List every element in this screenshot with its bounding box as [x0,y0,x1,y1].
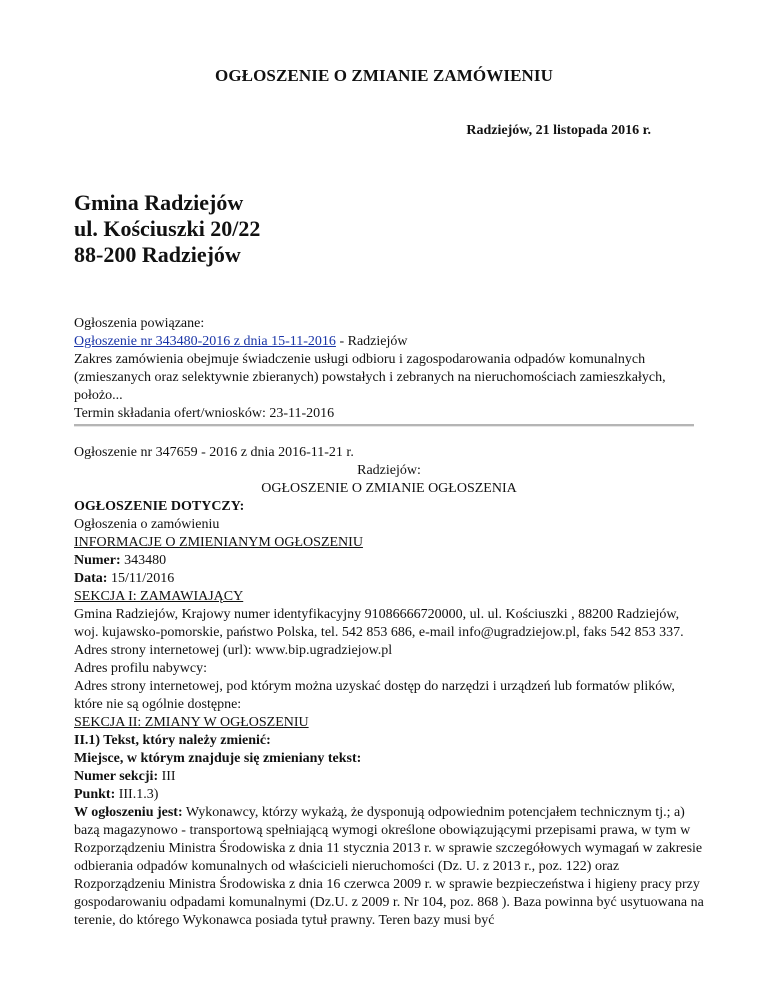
concerns-label: OGŁOSZENIE DOTYCZY: [74,499,245,514]
related-deadline: Termin składania ofert/wniosków: 23-11-2016 [74,406,335,421]
address-line-1: Gmina Radziejów [74,190,244,215]
related-notices [74,315,714,423]
page-title: OGŁOSZENIE O ZMIANIE ZAMÓWIENIU [215,66,553,85]
tools-address-line: Adres strony internetowej, pod którym można uzyskać dostęp do narzędzi i urządzeń lub formatów plików, które nie są ogólnie dostępne: [74,679,675,712]
section1-heading: SEKCJA I: ZAMAWIAJĄCY [74,589,244,604]
section2-heading: SEKCJA II: ZMIANY W OGŁOSZENIU [74,715,309,730]
info-heading: INFORMACJE O ZMIENIANYM OGŁOSZENIU [74,535,363,550]
change-heading: II.1) Tekst, który należy zmienić: [74,733,271,748]
concerns-value: Ogłoszenia o zamówieniu [74,517,220,532]
section1-text: Gmina Radziejów, Krajowy numer identyfikacyjny 91086666720000, ul. ul. Kościuszki , 88200 Radziejów, woj. kujawsko-pomorskie, państwo Polska, tel. 542 853 686, e-mail info@ugradziejow.pl, faks 542 853 337. [74,607,684,640]
numer-row [74,552,704,570]
dateline: Radziejów, 21 listopada 2016 r. [466,123,651,138]
in-notice-row [74,804,704,930]
section-no-value: III [158,769,176,784]
data-label: Data: [74,571,108,586]
notice-number-line: Ogłoszenie nr 347659 - 2016 z dnia 2016-11-21 r. [74,445,354,460]
related-item [74,333,714,351]
data-row [74,570,704,588]
related-link-suffix: - Radziejów [335,334,408,349]
numer-value: 343480 [120,553,167,568]
notice-body [74,444,704,930]
section-no-label: Numer sekcji: [74,769,159,784]
buyer-profile-line: Adres profilu nabywcy: [74,661,207,676]
point-row [74,786,704,804]
related-notice-link[interactable]: Ogłoszenie nr 343480-2016 z dnia 15-11-2016 [74,334,336,349]
point-value: III.1.3) [115,787,159,802]
in-notice-label: W ogłoszeniu jest: [74,805,183,820]
website-line: Adres strony internetowej (url): www.bip.ugradziejow.pl [74,643,393,658]
divider [74,424,694,427]
numer-label: Numer: [74,553,121,568]
related-description: Zakres zamówienia obejmuje świadczenie usługi odbioru i zagospodarowania odpadów komunalnych (zmieszanych oraz selektywnie zbieranych) powstałych i zebranych na nieruchomościach zamieszkałych, położo... [74,352,666,403]
related-heading: Ogłoszenia powiązane: [74,316,205,331]
address-line-3: 88-200 Radziejów [74,242,241,267]
address-line-2: ul. Kościuszki 20/22 [74,216,261,241]
notice-city: Radziejów: [357,463,421,478]
data-value: 15/11/2016 [107,571,175,586]
in-notice-value: Wykonawcy, którzy wykażą, że dysponują odpowiednim potencjałem technicznym tj.; a) bazą magazynowo - transportową spełniającą wymogi określone obowiązującymi przepisami prawa, w tym w Rozporządzeniu Ministra Środowiska z dnia 11 stycznia 2013 r. w sprawie szczegółowych wymagań w zakresie odbierania odpadów komunalnych od właścicieli nieruchomości (Dz. U. z 2013 r., poz. 122) oraz Rozporządzeniu Ministra Środowiska z dnia 16 czerwca 2009 r. w sprawie bezpieczeństwa i higieny pracy przy gospodarowaniu odpadami komunalnymi (Dz.U. z 2009 r. Nr 104, poz. 868 ). Baza powinna być usytuowana na terenie, do którego Wykonawca posiada tytuł prawny. Teren bazy musi być [74,805,704,928]
notice-subtitle: OGŁOSZENIE O ZMIANIE OGŁOSZENIA [261,481,517,496]
point-label: Punkt: [74,787,116,802]
place-heading: Miejsce, w którym znajduje się zmieniany tekst: [74,751,362,766]
section-no-row [74,768,704,786]
issuer-address [74,190,260,268]
